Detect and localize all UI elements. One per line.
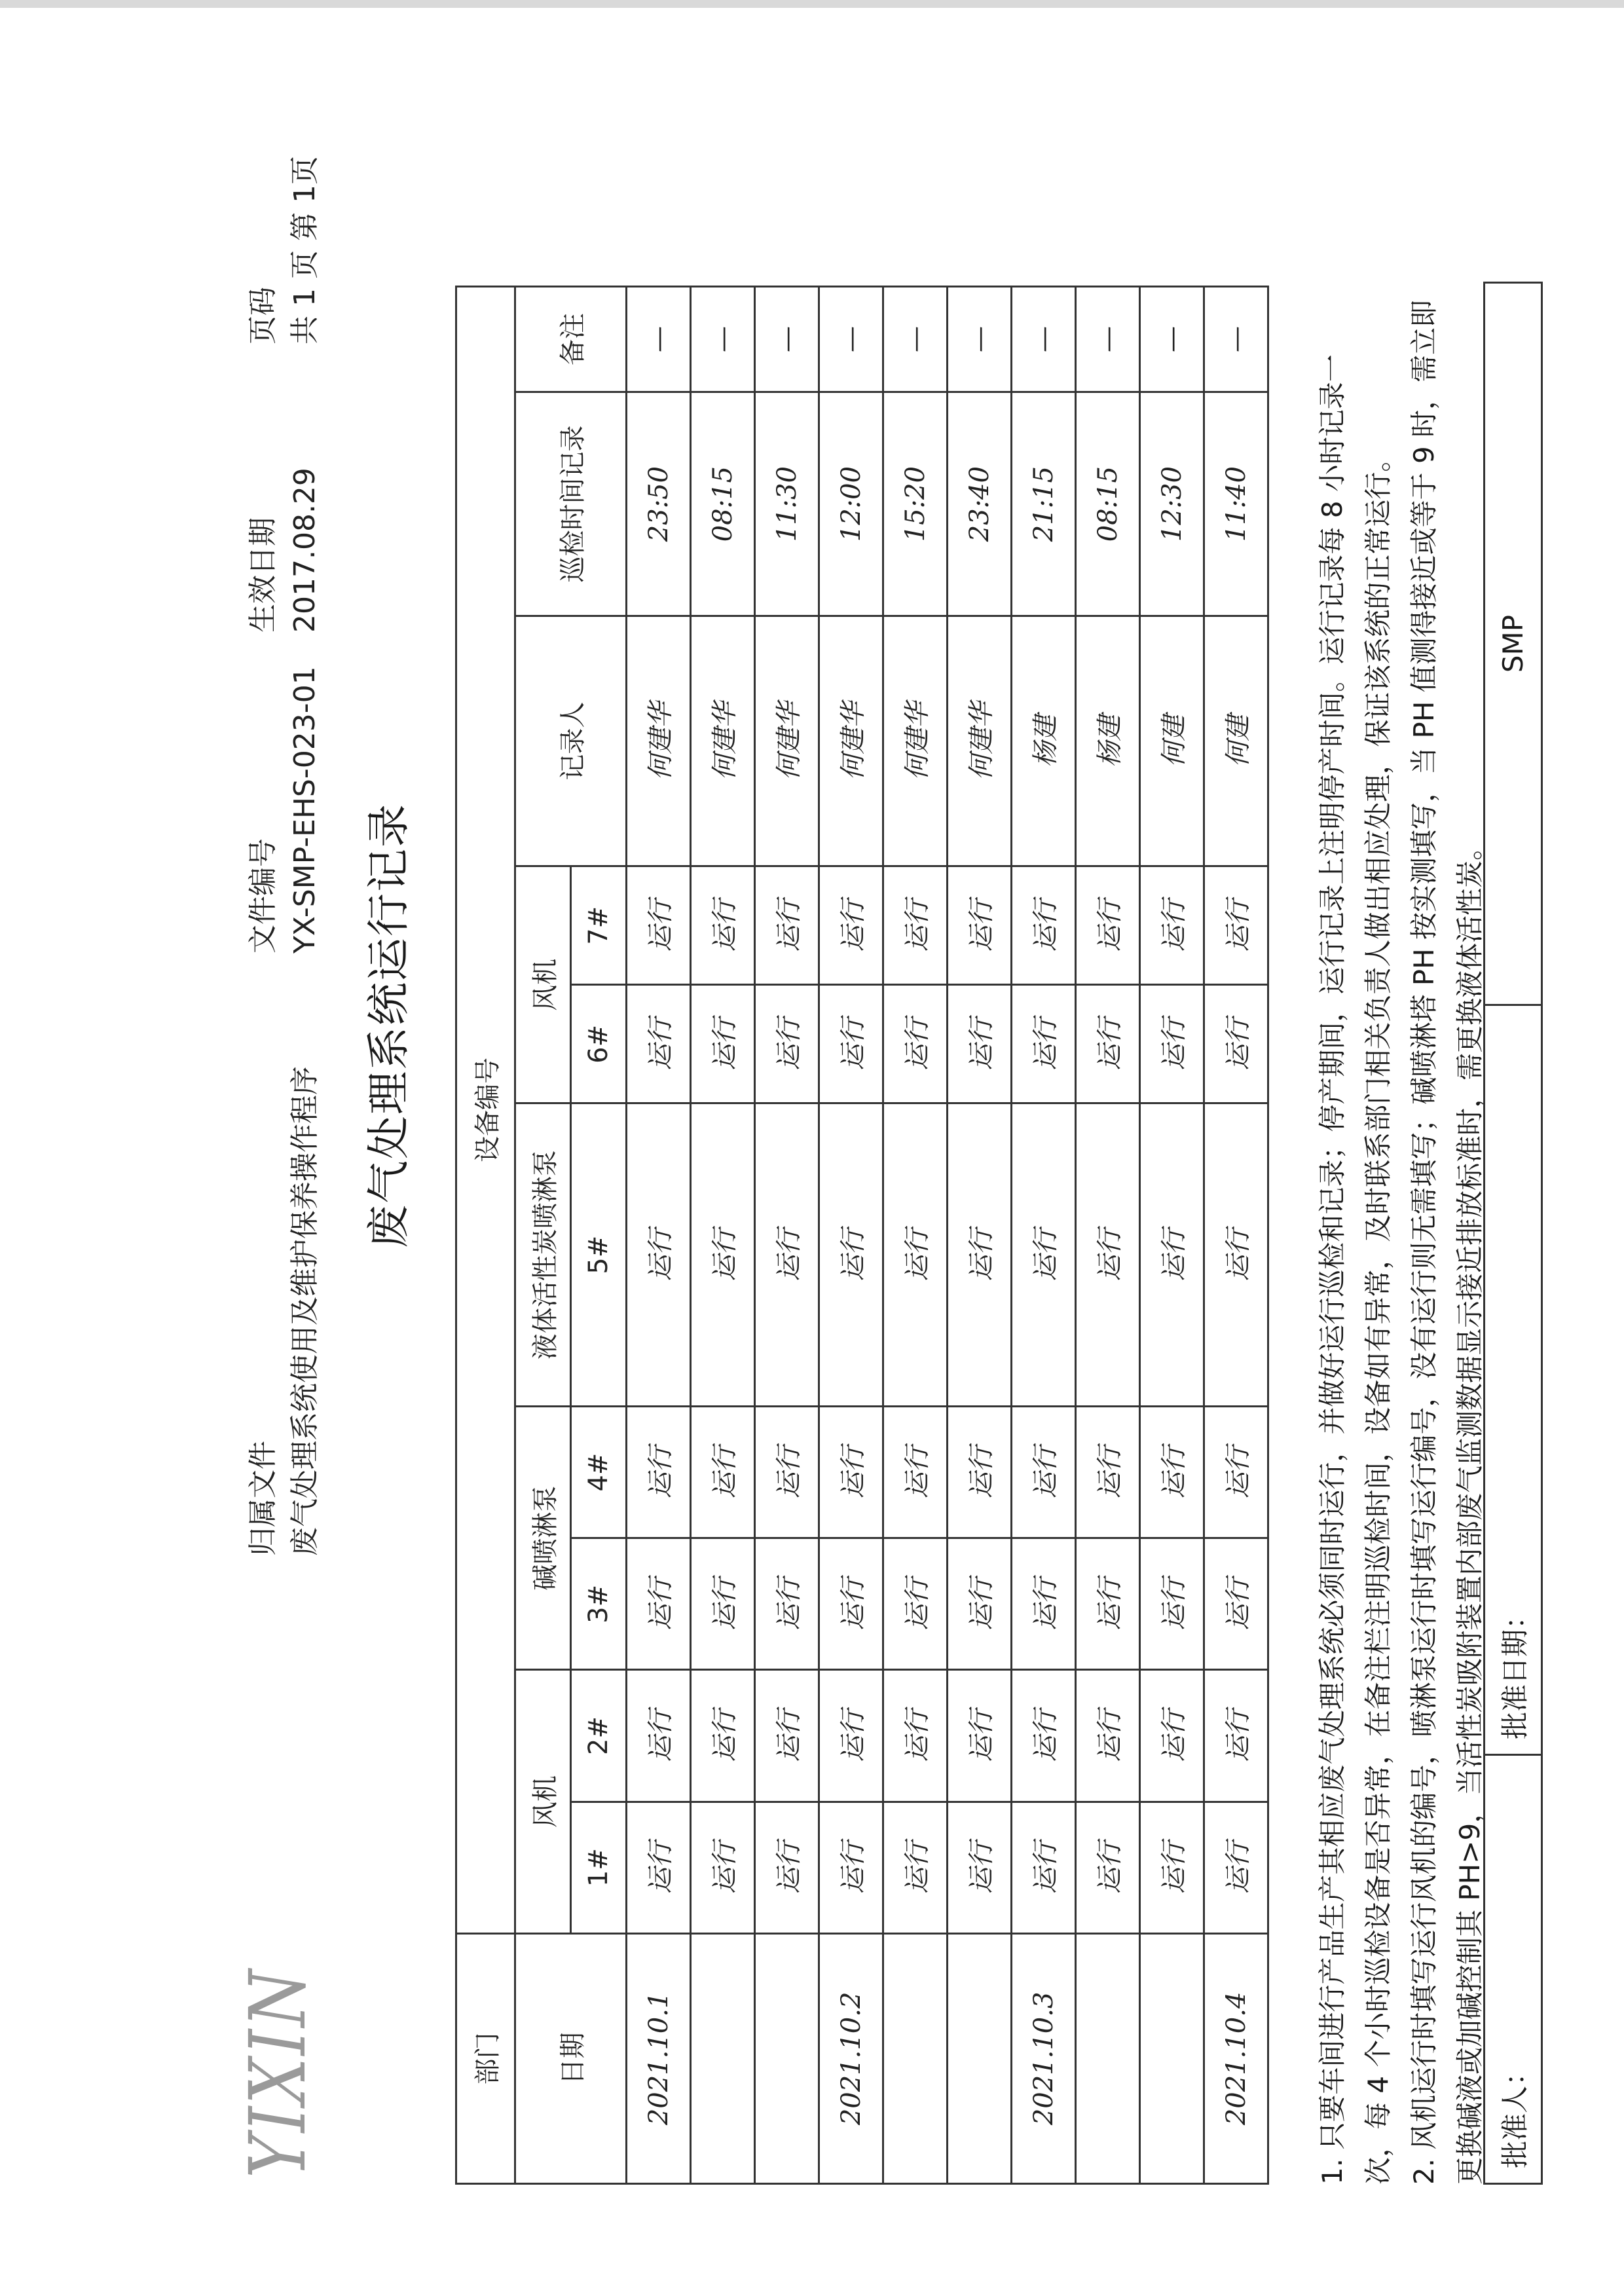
cell-time: 08:15 — [1076, 392, 1140, 616]
cell-c4: 运行 — [755, 1407, 819, 1538]
cell-rem: — — [1012, 287, 1076, 392]
cell-c3: 运行 — [1012, 1538, 1076, 1670]
cell-c2: 运行 — [1204, 1670, 1268, 1802]
cell-date: 2021.10.2 — [819, 1933, 883, 2183]
cell-c7: 运行 — [627, 866, 691, 985]
cell-c1: 运行 — [1076, 1802, 1140, 1933]
cell-time: 21:15 — [1012, 392, 1076, 616]
cell-c2: 运行 — [627, 1670, 691, 1802]
cell-c5: 运行 — [1012, 1103, 1076, 1407]
cell-time: 12:00 — [819, 392, 883, 616]
record-table — [455, 286, 1269, 2185]
table-row — [627, 287, 691, 2184]
table-row — [1012, 287, 1076, 2184]
cell-c7: 运行 — [1076, 866, 1140, 985]
table-row — [819, 287, 883, 2184]
cell-rem: — — [627, 287, 691, 392]
cell-c3: 运行 — [819, 1538, 883, 1670]
cell-time: 23:50 — [627, 392, 691, 616]
header-page: 页码 共 1 页 第 1页 — [246, 156, 322, 344]
cell-date — [948, 1933, 1012, 2183]
cell-date — [691, 1933, 755, 2183]
cell-rem: — — [1076, 287, 1140, 392]
cell-c5: 运行 — [627, 1103, 691, 1407]
note-line: 更换碱液或加碱控制其 PH>9，当活性炭吸附装置内部废气监测数据显示接近排放标准时，需更换液体活性炭。 — [1454, 832, 1486, 2185]
cell-date — [1140, 1933, 1204, 2183]
cell-c6: 运行 — [1012, 985, 1076, 1103]
approval-footer — [1483, 282, 1543, 2185]
cell-c6: 运行 — [883, 985, 948, 1103]
cell-c4: 运行 — [819, 1407, 883, 1538]
cell-rec: 杨建 — [1012, 616, 1076, 866]
recorder-header: 记录人 — [515, 616, 627, 866]
sub-6: 6# — [571, 985, 627, 1103]
cell-c6: 运行 — [1140, 985, 1204, 1103]
cell-rec: 何建华 — [755, 616, 819, 866]
cell-c3: 运行 — [755, 1538, 819, 1670]
table-row — [755, 287, 819, 2184]
cell-c5: 运行 — [948, 1103, 1012, 1407]
cell-c4: 运行 — [1076, 1407, 1140, 1538]
cell-c4: 运行 — [883, 1407, 948, 1538]
cell-c7: 运行 — [691, 866, 755, 985]
cell-c7: 运行 — [948, 866, 1012, 985]
cell-c5: 运行 — [755, 1103, 819, 1407]
note-line: 2. 风机运行时填写运行风机的编号，喷淋泵运行时填写运行编号，没有运行则无需填写；碱喷淋塔 PH 按实测填写，当 PH 值测得接近或等于 9 时，需立即 — [1408, 299, 1440, 2185]
cell-c5: 运行 — [883, 1103, 948, 1407]
fan-header-b: 风机 — [515, 866, 571, 1103]
cell-c3: 运行 — [883, 1538, 948, 1670]
sub-4: 4# — [571, 1407, 627, 1538]
cell-time: 23:40 — [948, 392, 1012, 616]
cell-c2: 运行 — [948, 1670, 1012, 1802]
cell-rec: 何建华 — [691, 616, 755, 866]
cell-c6: 运行 — [755, 985, 819, 1103]
cell-rec: 何建华 — [883, 616, 948, 866]
fan-header-a: 风机 — [515, 1670, 571, 1933]
cell-c4: 运行 — [1204, 1407, 1268, 1538]
dept-label: 部门 — [456, 1933, 515, 2183]
alkali-pump-header: 碱喷淋泵 — [515, 1407, 571, 1670]
cell-c7: 运行 — [1140, 866, 1204, 985]
cell-rec: 何建华 — [627, 616, 691, 866]
header-docno: 文件编号 YX-SMP-EHS-023-01 — [246, 666, 322, 954]
sub-5: 5# — [571, 1103, 627, 1407]
cell-c3: 运行 — [691, 1538, 755, 1670]
cell-c1: 运行 — [1204, 1802, 1268, 1933]
cell-c7: 运行 — [755, 866, 819, 985]
cell-c1: 运行 — [1012, 1802, 1076, 1933]
approver-field: 批准人： — [1485, 1754, 1541, 2183]
cell-c5: 运行 — [691, 1103, 755, 1407]
cell-c6: 运行 — [1076, 985, 1140, 1103]
page-title: 废气处理系统运行记录 — [363, 803, 414, 1248]
liquid-pump-header: 液体活性炭喷淋泵 — [515, 1103, 571, 1407]
cell-rem: — — [883, 287, 948, 392]
note-line: 次，每 4 个小时巡检设备是否异常，在备注栏注明巡检时间，设备如有异常，及时联系部门相关负责人做出相应处理，保证该系统的正常运行。 — [1362, 444, 1394, 2185]
note-line: 1. 只要车间进行产品生产其相应废气处理系统必须同时运行，并做好运行巡检和记录；停产期间，运行记录上注明停产时间。运行记录每 8 小时记录一 — [1316, 354, 1348, 2185]
cell-rec: 何建 — [1140, 616, 1204, 866]
cell-rem: — — [755, 287, 819, 392]
cell-c5: 运行 — [1140, 1103, 1204, 1407]
date-header: 日期 — [515, 1933, 627, 2183]
cell-c4: 运行 — [691, 1407, 755, 1538]
cell-c7: 运行 — [819, 866, 883, 985]
cell-time: 11:30 — [755, 392, 819, 616]
cell-rec: 杨建 — [1076, 616, 1140, 866]
cell-c3: 运行 — [627, 1538, 691, 1670]
cell-c5: 运行 — [1204, 1103, 1268, 1407]
approve-date-field: 批准日期： — [1485, 1004, 1541, 1754]
sub-3: 3# — [571, 1538, 627, 1670]
sub-7: 7# — [571, 866, 627, 985]
table-row — [883, 287, 948, 2184]
cell-c2: 运行 — [883, 1670, 948, 1802]
sub-2: 2# — [571, 1670, 627, 1802]
cell-c3: 运行 — [948, 1538, 1012, 1670]
cell-c2: 运行 — [1140, 1670, 1204, 1802]
cell-c7: 运行 — [883, 866, 948, 985]
cell-c5: 运行 — [1076, 1103, 1140, 1407]
cell-rem: — — [1140, 287, 1204, 392]
cell-c6: 运行 — [691, 985, 755, 1103]
cell-c4: 运行 — [1140, 1407, 1204, 1538]
cell-c6: 运行 — [627, 985, 691, 1103]
cell-time: 15:20 — [883, 392, 948, 616]
company-logo: YIXIN — [232, 1967, 323, 2178]
cell-time: 08:15 — [691, 392, 755, 616]
remark-header: 备注 — [515, 287, 627, 392]
cell-date: 2021.10.3 — [1012, 1933, 1076, 2183]
patrol-time-header: 巡检时间记录 — [515, 392, 627, 616]
table-row — [1204, 287, 1268, 2184]
cell-rem: — — [1204, 287, 1268, 392]
table-row — [1076, 287, 1140, 2184]
cell-c1: 运行 — [1140, 1802, 1204, 1933]
cell-c1: 运行 — [948, 1802, 1012, 1933]
cell-c2: 运行 — [1012, 1670, 1076, 1802]
cell-c7: 运行 — [1204, 866, 1268, 985]
cell-c1: 运行 — [819, 1802, 883, 1933]
cell-c7: 运行 — [1012, 866, 1076, 985]
cell-c2: 运行 — [819, 1670, 883, 1802]
cell-c3: 运行 — [1076, 1538, 1140, 1670]
cell-c2: 运行 — [691, 1670, 755, 1802]
cell-c6: 运行 — [948, 985, 1012, 1103]
cell-c1: 运行 — [627, 1802, 691, 1933]
cell-c6: 运行 — [1204, 985, 1268, 1103]
cell-rec: 何建华 — [948, 616, 1012, 866]
header-date: 生效日期 2017.08.29 — [246, 468, 322, 633]
cell-c1: 运行 — [755, 1802, 819, 1933]
cell-c4: 运行 — [948, 1407, 1012, 1538]
cell-c4: 运行 — [627, 1407, 691, 1538]
cell-rec: 何建 — [1204, 616, 1268, 866]
table-row — [1140, 287, 1204, 2184]
cell-date: 2021.10.1 — [627, 1933, 691, 2183]
sub-1: 1# — [571, 1802, 627, 1933]
cell-c4: 运行 — [1012, 1407, 1076, 1538]
notes — [1310, 220, 1493, 2185]
cell-c6: 运行 — [819, 985, 883, 1103]
smp-code: SMP — [1497, 614, 1529, 673]
cell-rem: — — [948, 287, 1012, 392]
cell-c2: 运行 — [755, 1670, 819, 1802]
cell-date — [755, 1933, 819, 2183]
cell-time: 12:30 — [1140, 392, 1204, 616]
cell-c1: 运行 — [883, 1802, 948, 1933]
cell-rec: 何建华 — [819, 616, 883, 866]
cell-c2: 运行 — [1076, 1670, 1140, 1802]
cell-rem: — — [819, 287, 883, 392]
equip-label: 设备编号 — [456, 287, 515, 1934]
cell-date: 2021.10.4 — [1204, 1933, 1268, 2183]
cell-rem: — — [691, 287, 755, 392]
table-row — [948, 287, 1012, 2184]
cell-date — [883, 1933, 948, 2183]
cell-time: 11:40 — [1204, 392, 1268, 616]
header-category: 归属文件 废气处理系统使用及维护保养操作程序 — [246, 1066, 322, 1556]
cell-c5: 运行 — [819, 1103, 883, 1407]
cell-c1: 运行 — [691, 1802, 755, 1933]
cell-c3: 运行 — [1140, 1538, 1204, 1670]
table-row — [691, 287, 755, 2184]
cell-date — [1076, 1933, 1140, 2183]
cell-c3: 运行 — [1204, 1538, 1268, 1670]
